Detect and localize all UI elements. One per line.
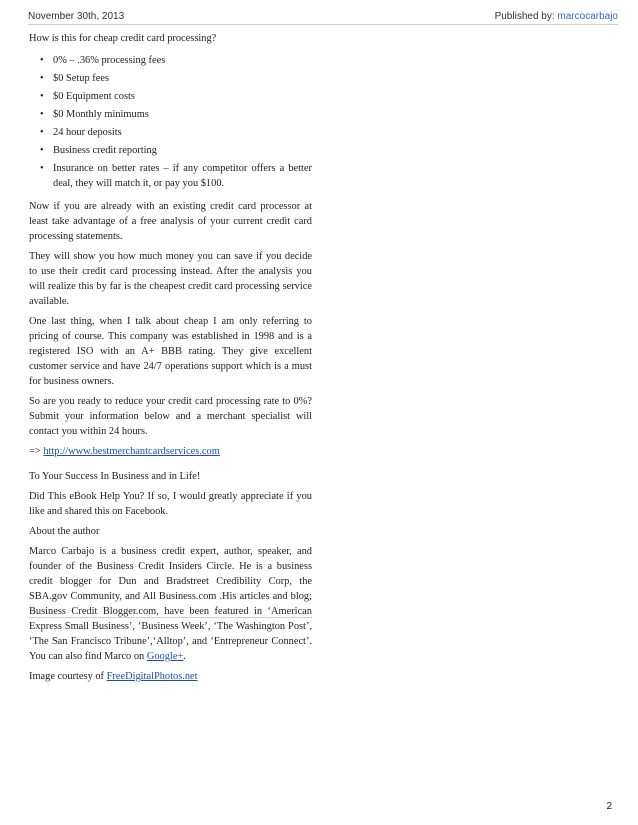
list-item-text: $0 Equipment costs bbox=[53, 91, 135, 102]
features-list bbox=[29, 53, 312, 191]
bullet-icon: • bbox=[40, 145, 44, 156]
ebook-request: Did This eBook Help You? If so, I would greatly appreciate if you like and shared this on Facebook. bbox=[29, 491, 312, 517]
list-item bbox=[40, 161, 312, 191]
author-link[interactable]: marcocarbajo bbox=[557, 11, 618, 22]
list-item bbox=[40, 89, 312, 104]
published-by-label: Published by: bbox=[494, 11, 558, 22]
google-plus-link[interactable]: Google+ bbox=[146, 651, 184, 662]
list-item-text: $0 Monthly minimums bbox=[53, 109, 149, 120]
about-author-heading: About the author bbox=[29, 526, 100, 537]
list-item-text: 24 hour deposits bbox=[53, 127, 122, 138]
image-courtesy bbox=[29, 669, 312, 684]
list-item-text: Insurance on better rates – if any competitor offers a better deal, they will match it, or pay you $100. bbox=[53, 163, 312, 189]
content-end-divider bbox=[29, 617, 312, 618]
paragraph-savings: They will show you how much money you can save if you decide to use their credit card processing instead. After the analysis you will realize this by far is the cheapest credit card processing service available. bbox=[29, 251, 312, 307]
success-line: To Your Success In Business and in Life! bbox=[29, 471, 201, 482]
page-number: 2 bbox=[606, 801, 612, 812]
arrow-prefix: => bbox=[29, 446, 44, 457]
freedigitalphotos-link[interactable]: FreeDigitalPhotos.net bbox=[106, 671, 198, 682]
bullet-icon: • bbox=[40, 127, 44, 138]
paragraph-existing-processor: Now if you are already with an existing credit card processor at least take advantage of a free analysis of your current credit card processing statements. bbox=[29, 201, 312, 242]
published-by bbox=[495, 11, 618, 22]
bullet-icon: • bbox=[40, 55, 44, 66]
list-item bbox=[40, 107, 312, 122]
author-bio bbox=[29, 544, 312, 664]
merchant-link-line bbox=[29, 444, 312, 459]
author-bio-text: Marco Carbajo is a business credit expert, author, speaker, and founder of the Business Credit Insiders Circle. He is a business credit blogger for Dun and Bradstreet Credibility Corp, the SBA.gov Community, and All Business.com .His articles and blog; Business Credit Blogger.com, have been featured in ‘American Express Small Business’, ‘Business Week’, ‘The Washington Post’, ‘The San Francisco Tribune’,‘Alltop’, and ‘Entrepreneur Connect’. You can also find Marco on bbox=[29, 546, 312, 662]
paragraph-call-to-action: So are you ready to reduce your credit card processing rate to 0%? Submit your information below and a merchant specialist will contact you within 24 hours. bbox=[29, 396, 312, 437]
list-item-text: $0 Setup fees bbox=[53, 73, 109, 84]
bullet-icon: • bbox=[40, 73, 44, 84]
intro-question: How is this for cheap credit card processing? bbox=[29, 33, 217, 44]
list-item bbox=[40, 71, 312, 86]
image-courtesy-label: Image courtesy of bbox=[29, 671, 107, 682]
author-bio-end: . bbox=[183, 651, 186, 662]
bullet-icon: • bbox=[40, 91, 44, 102]
list-item-text: Business credit reporting bbox=[53, 145, 157, 156]
list-item bbox=[40, 125, 312, 140]
header-divider bbox=[28, 24, 618, 25]
list-item-text: 0% – .36% processing fees bbox=[53, 55, 166, 66]
merchant-services-link[interactable]: http://www.bestmerchantcardservices.com bbox=[43, 446, 220, 457]
bullet-icon: • bbox=[40, 109, 44, 120]
list-item bbox=[40, 53, 312, 68]
publish-date: November 30th, 2013 bbox=[28, 11, 125, 22]
article-body bbox=[29, 31, 312, 689]
list-item bbox=[40, 143, 312, 158]
bullet-icon: • bbox=[40, 163, 44, 174]
paragraph-company-info: One last thing, when I talk about cheap I am only referring to pricing of course. This company was established in 1998 and is a registered ISO with an A+ BBB rating. They give excellent customer service and have 24/7 operations support which is a must for business owners. bbox=[29, 316, 312, 387]
